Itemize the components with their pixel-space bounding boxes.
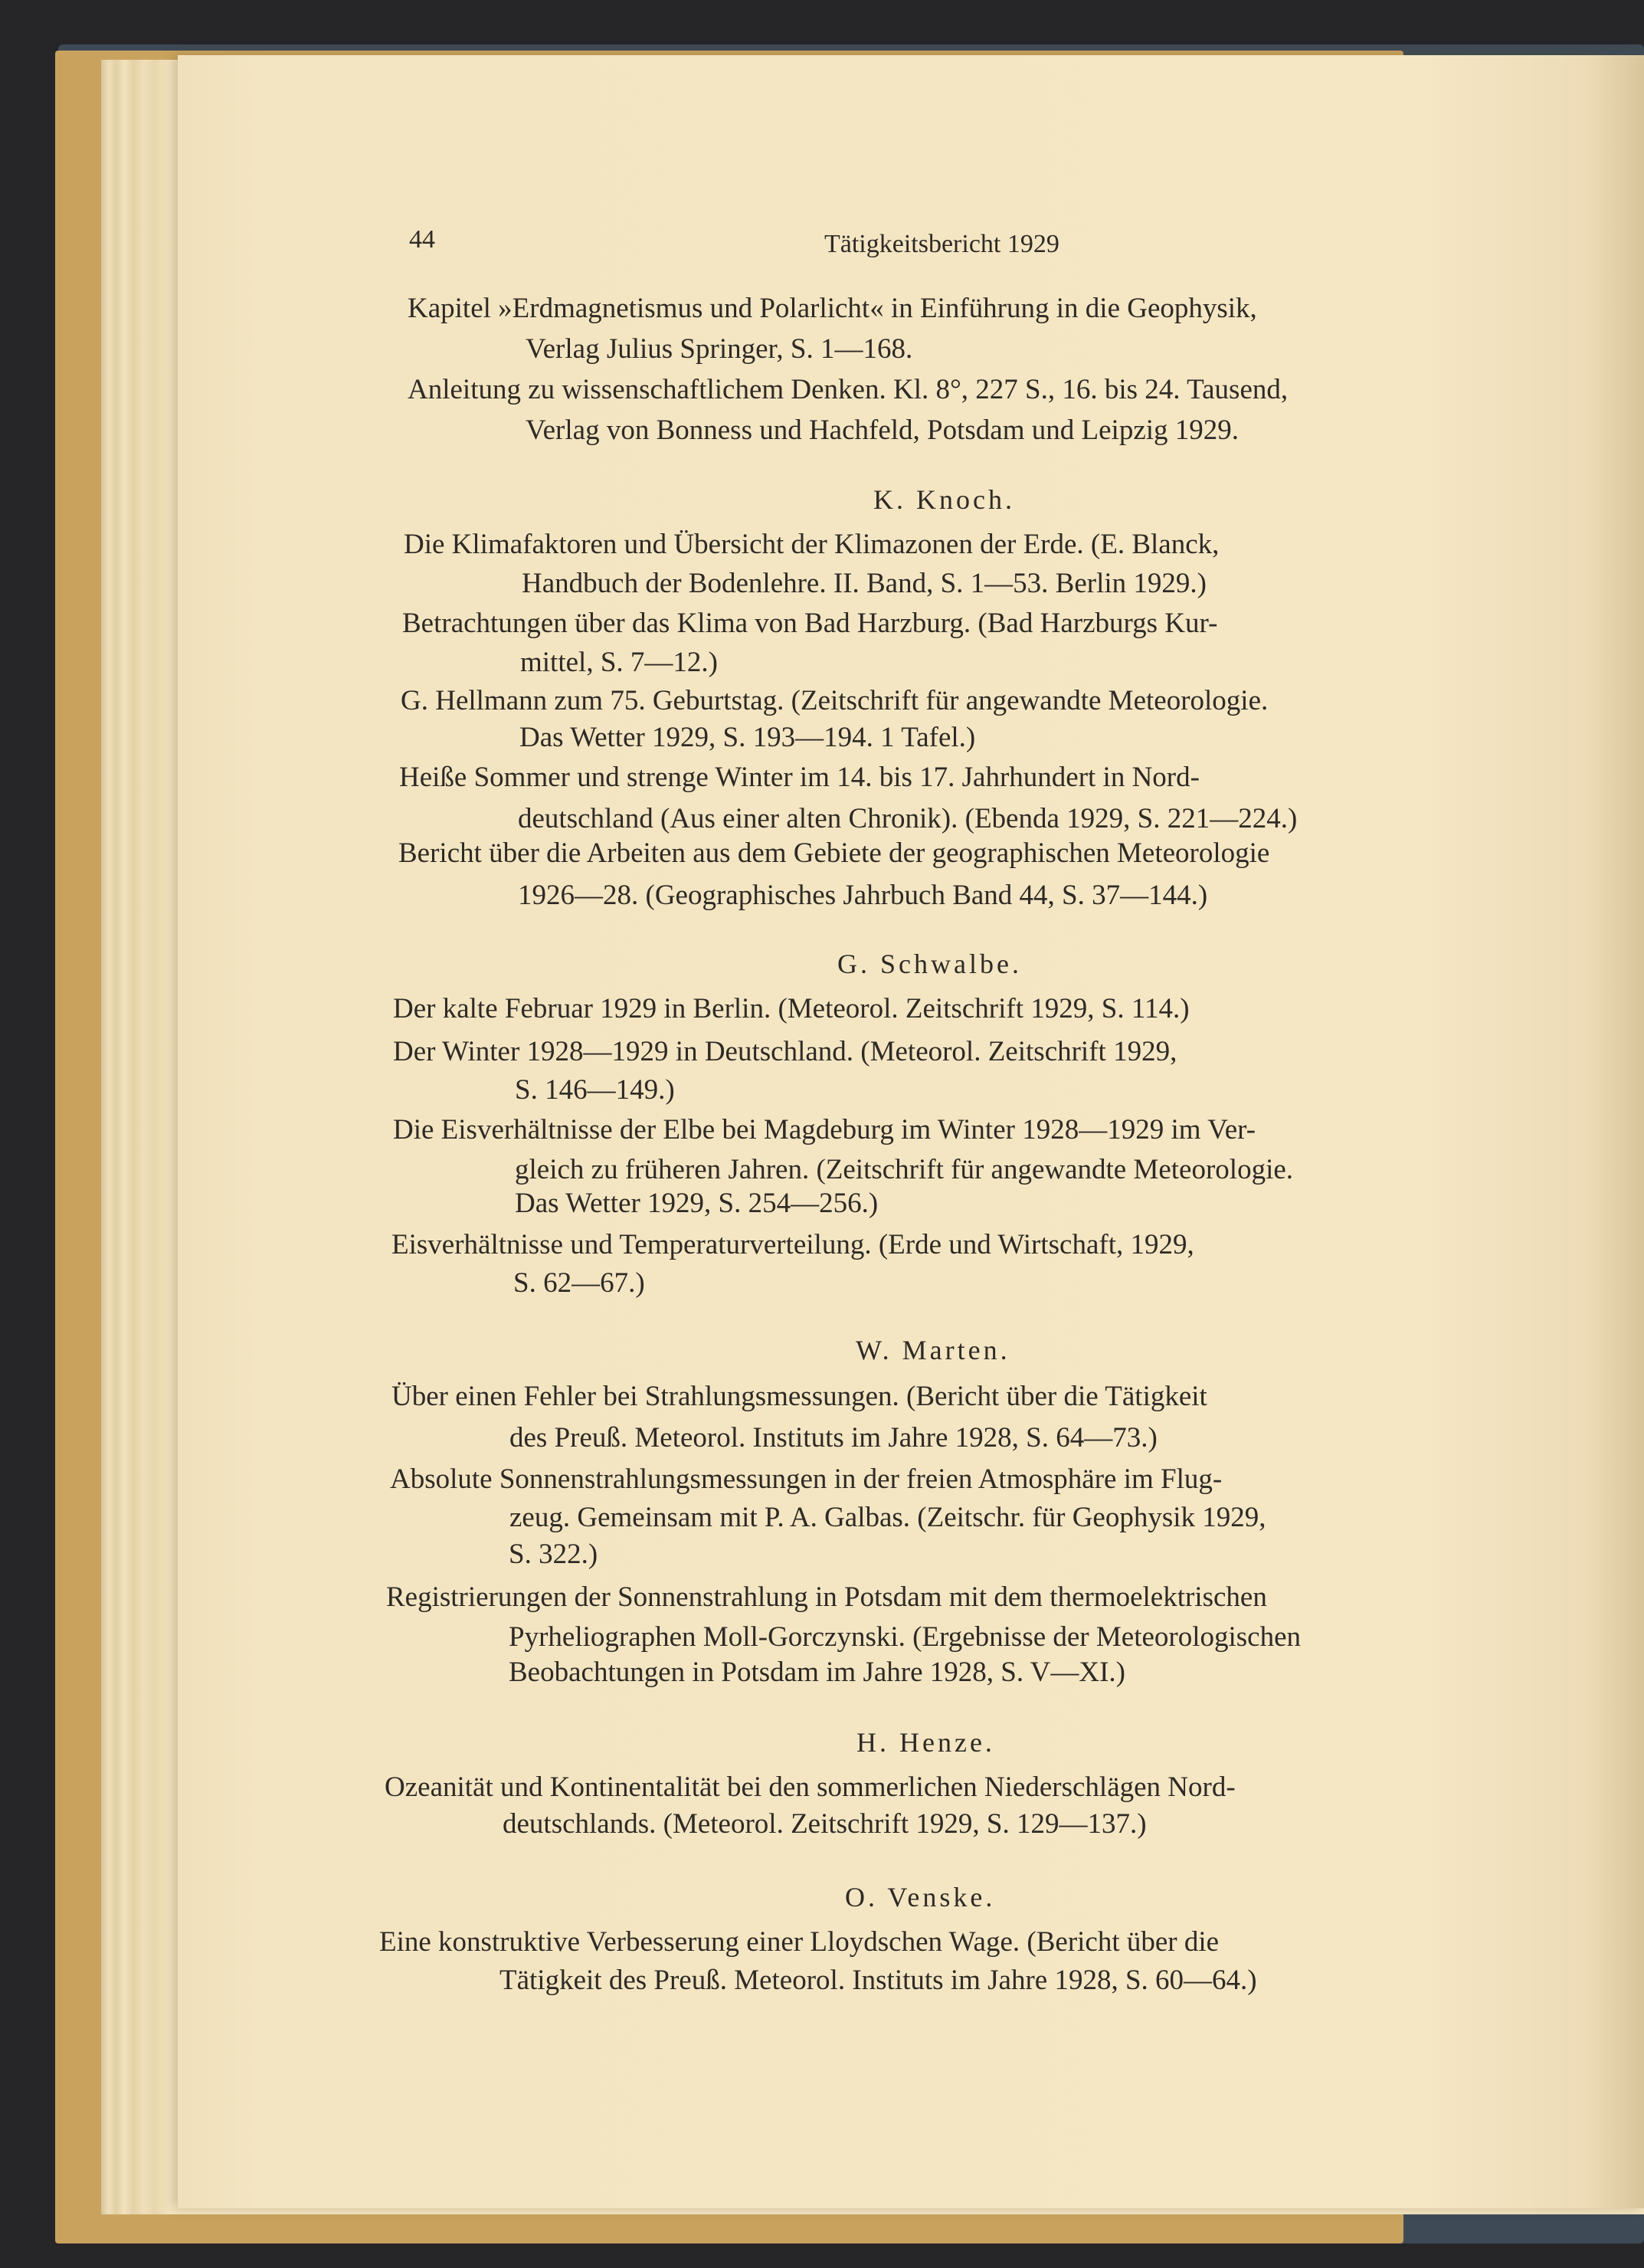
entry-line: deutschlands. (Meteorol. Zeitschrift 1929, S. 129—137.) xyxy=(503,1808,1147,1840)
entry-line: zeug. Gemeinsam mit P. A. Galbas. (Zeitschr. für Geophysik 1929, xyxy=(509,1502,1266,1533)
entry-line: Verlag von Bonness und Hachfeld, Potsdam und Leipzig 1929. xyxy=(526,415,1240,446)
running-title: Tätigkeitsbericht 1929 xyxy=(824,230,1059,258)
entry-line: Die Eisverhältnisse der Elbe bei Magdeburg im Winter 1928—1929 im Ver- xyxy=(393,1114,1256,1145)
entry-line: Tätigkeit des Preuß. Meteorol. Instituts im Jahre 1928, S. 60—64.) xyxy=(499,1965,1257,1996)
entry-line: Eine konstruktive Verbesserung einer Lloydschen Wage. (Bericht über die xyxy=(379,1926,1220,1958)
entry-line: gleich zu früheren Jahren. (Zeitschrift für angewandte Meteorologie. xyxy=(515,1154,1294,1185)
entry-line: Beobachtungen in Potsdam im Jahre 1928, S. V—XI.) xyxy=(509,1657,1126,1688)
author-heading: G. Schwalbe. xyxy=(837,949,1022,979)
entry-line: S. 146—149.) xyxy=(515,1074,675,1106)
entry-line: Heiße Sommer und strenge Winter im 14. bis 17. Jahrhundert in Nord- xyxy=(399,762,1200,793)
entry-line: Das Wetter 1929, S. 254—256.) xyxy=(515,1188,879,1219)
entry-line: Über einen Fehler bei Strahlungsmessungen. (Bericht über die Tätigkeit xyxy=(391,1381,1207,1412)
entry-line: S. 62—67.) xyxy=(513,1267,645,1299)
entry-line: G. Hellmann zum 75. Geburtstag. (Zeitschrift für angewandte Meteorologie. xyxy=(401,685,1269,716)
entry-line: Pyrheliographen Moll-Gorczynski. (Ergebnisse der Meteorologischen xyxy=(509,1621,1302,1653)
entry-line: Verlag Julius Springer, S. 1—168. xyxy=(526,333,913,365)
entry-line: 1926—28. (Geographisches Jahrbuch Band 44, S. 37—144.) xyxy=(518,880,1208,911)
entry-line: Ozeanität und Kontinentalität bei den sommerlichen Niederschlägen Nord- xyxy=(385,1771,1236,1803)
author-heading: K. Knoch. xyxy=(873,484,1015,515)
author-heading: W. Marten. xyxy=(856,1335,1010,1365)
entry-line: Bericht über die Arbeiten aus dem Gebiete der geographischen Meteorologie xyxy=(398,837,1270,869)
entry-line: S. 322.) xyxy=(509,1539,598,1570)
entry-line: Der kalte Februar 1929 in Berlin. (Meteorol. Zeitschrift 1929, S. 114.) xyxy=(393,993,1190,1024)
entry-line: Anleitung zu wissenschaftlichem Denken. Kl. 8°, 227 S., 16. bis 24. Tausend, xyxy=(408,374,1289,405)
entry-line: Registrierungen der Sonnenstrahlung in Potsdam mit dem thermoelektrischen xyxy=(386,1581,1267,1613)
entry-line: Der Winter 1928—1929 in Deutschland. (Meteorol. Zeitschrift 1929, xyxy=(393,1036,1177,1067)
entry-line: Absolute Sonnenstrahlungsmessungen in der freien Atmosphäre im Flug- xyxy=(390,1463,1223,1495)
entry-line: Eisverhältnisse und Temperaturverteilung. (Erde und Wirtschaft, 1929, xyxy=(391,1229,1194,1260)
author-heading: H. Henze. xyxy=(856,1727,995,1758)
entry-line: Handbuch der Bodenlehre. II. Band, S. 1—53. Berlin 1929.) xyxy=(522,568,1207,599)
entry-line: des Preuß. Meteorol. Instituts im Jahre 1928, S. 64—73.) xyxy=(509,1422,1158,1454)
entry-line: deutschland (Aus einer alten Chronik). (Ebenda 1929, S. 221—224.) xyxy=(518,803,1298,834)
page-number: 44 xyxy=(409,225,435,254)
entry-line: Die Klimafaktoren und Übersicht der Klimazonen der Erde. (E. Blanck, xyxy=(404,529,1220,560)
entry-line: Kapitel »Erdmagnetismus und Polarlicht« in Einführung in die Geophysik, xyxy=(408,293,1257,324)
author-heading: O. Venske. xyxy=(845,1882,996,1912)
entry-line: mittel, S. 7—12.) xyxy=(520,647,718,678)
entry-line: Das Wetter 1929, S. 193—194. 1 Tafel.) xyxy=(519,722,976,753)
entry-line: Betrachtungen über das Klima von Bad Harzburg. (Bad Harzburgs Kur- xyxy=(402,608,1218,639)
